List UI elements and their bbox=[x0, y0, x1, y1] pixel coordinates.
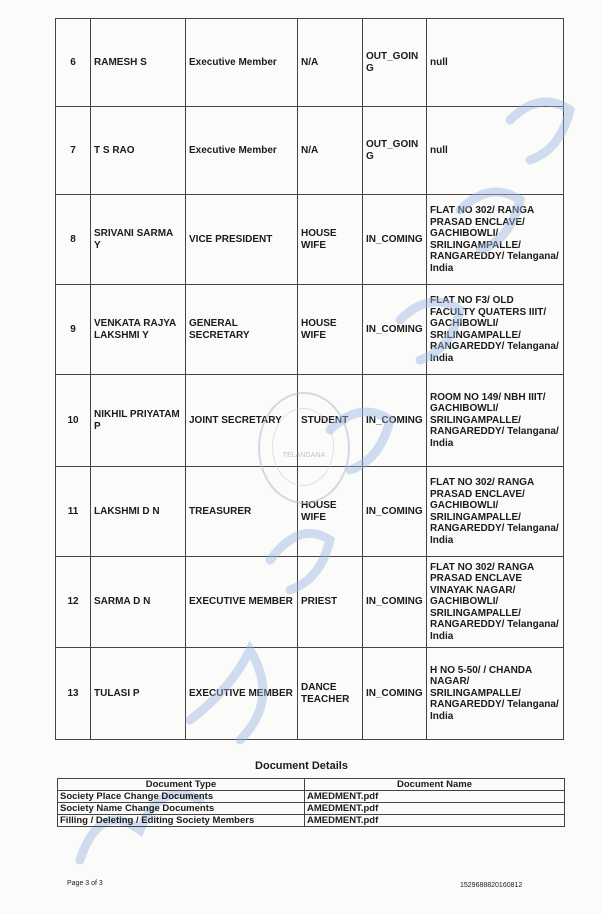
member-occupation: HOUSE WIFE bbox=[298, 195, 363, 285]
member-designation: EXECUTIVE MEMBER bbox=[186, 648, 298, 740]
document-name-link[interactable]: AMEDMENT.pdf bbox=[305, 803, 565, 815]
member-number: 6 bbox=[56, 19, 91, 107]
member-status: IN_COMING bbox=[363, 557, 427, 648]
document-row bbox=[58, 815, 565, 827]
member-occupation: STUDENT bbox=[298, 375, 363, 467]
registrar-seal bbox=[258, 392, 350, 504]
member-status: IN_COMING bbox=[363, 375, 427, 467]
member-designation: VICE PRESIDENT bbox=[186, 195, 298, 285]
member-designation: JOINT SECRETARY bbox=[186, 375, 298, 467]
member-row bbox=[56, 285, 564, 375]
member-row bbox=[56, 557, 564, 648]
document-type: Filling / Deleting / Editing Society Members bbox=[58, 815, 305, 827]
member-address: FLAT NO 302/ RANGA PRASAD ENCLAVE/ GACHIBOWLI/ SRILINGAMPALLE/ RANGAREDDY/ Telangana/ India bbox=[427, 195, 564, 285]
member-name: LAKSHMI D N bbox=[91, 467, 186, 557]
member-name: T S RAO bbox=[91, 107, 186, 195]
document-row bbox=[58, 803, 565, 815]
header-document-name: Document Name bbox=[305, 779, 565, 791]
member-occupation: N/A bbox=[298, 107, 363, 195]
member-name: NIKHIL PRIYATAM P bbox=[91, 375, 186, 467]
member-address: null bbox=[427, 107, 564, 195]
member-status: OUT_GOIN G bbox=[363, 19, 427, 107]
member-designation: Executive Member bbox=[186, 19, 298, 107]
document-number: 1529688820160812 bbox=[460, 882, 523, 889]
member-status: IN_COMING bbox=[363, 195, 427, 285]
member-designation: TREASURER bbox=[186, 467, 298, 557]
member-address: null bbox=[427, 19, 564, 107]
members-table bbox=[55, 18, 564, 740]
member-address: FLAT NO F3/ OLD FACULTY QUATERS IIIT/ GACHIBOWLI/ SRILINGAMPALLE/ RANGAREDDY/ Telangana/ India bbox=[427, 285, 564, 375]
document-row bbox=[58, 791, 565, 803]
member-occupation: PRIEST bbox=[298, 557, 363, 648]
member-row bbox=[56, 648, 564, 740]
member-designation: Executive Member bbox=[186, 107, 298, 195]
member-number: 8 bbox=[56, 195, 91, 285]
member-row bbox=[56, 107, 564, 195]
member-number: 9 bbox=[56, 285, 91, 375]
documents-header-row bbox=[58, 779, 565, 791]
document-details-title: Document Details bbox=[255, 760, 348, 772]
member-status: IN_COMING bbox=[363, 648, 427, 740]
header-document-type: Document Type bbox=[58, 779, 305, 791]
member-address: FLAT NO 302/ RANGA PRASAD ENCLAVE VINAYAK NAGAR/ GACHIBOWLI/ SRILINGAMPALLE/ RANGAREDDY/ Telangana/ India bbox=[427, 557, 564, 648]
member-name: SARMA D N bbox=[91, 557, 186, 648]
member-number: 12 bbox=[56, 557, 91, 648]
member-name: VENKATA RAJYA LAKSHMI Y bbox=[91, 285, 186, 375]
member-address: ROOM NO 149/ NBH IIIT/ GACHIBOWLI/ SRILINGAMPALLE/ RANGAREDDY/ Telangana/ India bbox=[427, 375, 564, 467]
member-status: OUT_GOIN G bbox=[363, 107, 427, 195]
member-name: RAMESH S bbox=[91, 19, 186, 107]
seal-text: TELANGANA bbox=[282, 452, 326, 459]
member-designation: EXECUTIVE MEMBER bbox=[186, 557, 298, 648]
member-row bbox=[56, 19, 564, 107]
member-address: FLAT NO 302/ RANGA PRASAD ENCLAVE/ GACHIBOWLI/ SRILINGAMPALLE/ RANGAREDDY/ Telangana/ India bbox=[427, 467, 564, 557]
member-number: 11 bbox=[56, 467, 91, 557]
members-body bbox=[56, 19, 564, 740]
member-occupation: DANCE TEACHER bbox=[298, 648, 363, 740]
member-number: 13 bbox=[56, 648, 91, 740]
member-number: 7 bbox=[56, 107, 91, 195]
document-type: Society Name Change Documents bbox=[58, 803, 305, 815]
documents-table bbox=[57, 778, 565, 827]
document-name-link[interactable]: AMEDMENT.pdf bbox=[305, 791, 565, 803]
member-status: IN_COMING bbox=[363, 467, 427, 557]
member-occupation: HOUSE WIFE bbox=[298, 285, 363, 375]
member-occupation: N/A bbox=[298, 19, 363, 107]
page-number: Page 3 of 3 bbox=[67, 880, 103, 887]
member-number: 10 bbox=[56, 375, 91, 467]
member-designation: GENERAL SECRETARY bbox=[186, 285, 298, 375]
member-name: SRIVANI SARMA Y bbox=[91, 195, 186, 285]
member-status: IN_COMING bbox=[363, 285, 427, 375]
document-type: Society Place Change Documents bbox=[58, 791, 305, 803]
member-name: TULASI P bbox=[91, 648, 186, 740]
member-occupation: HOUSE WIFE bbox=[298, 467, 363, 557]
document-name-link[interactable]: AMEDMENT.pdf bbox=[305, 815, 565, 827]
member-address: H NO 5-50/ / CHANDA NAGAR/ SRILINGAMPALLE/ RANGAREDDY/ Telangana/ India bbox=[427, 648, 564, 740]
member-row bbox=[56, 195, 564, 285]
